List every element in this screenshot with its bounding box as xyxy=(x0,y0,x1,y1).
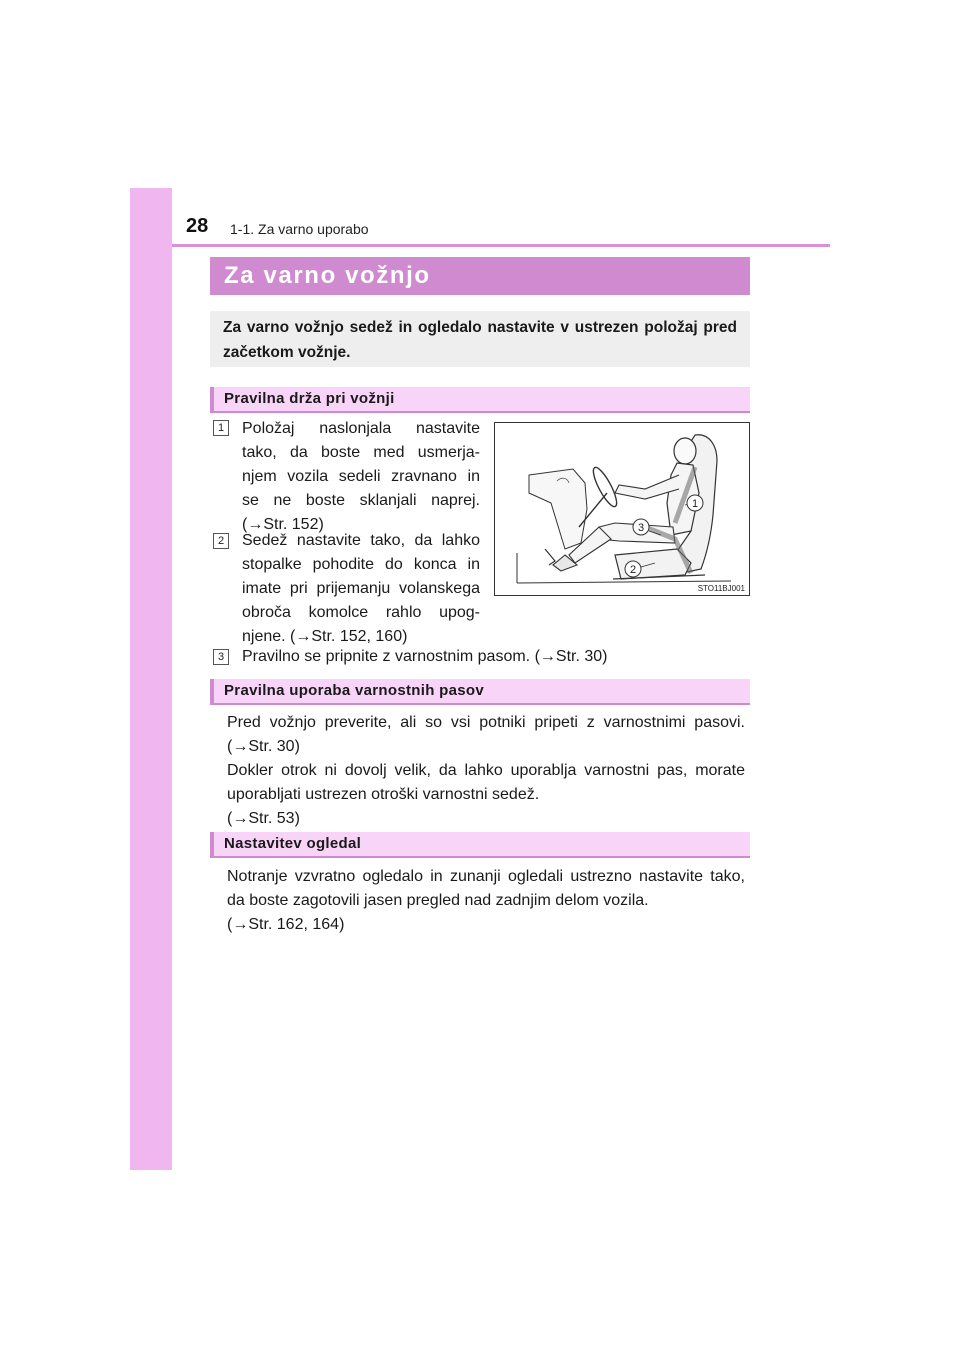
page-reference: (→Str. 162, 164) xyxy=(227,916,345,933)
seatbelt-paragraph xyxy=(227,711,745,831)
pedal xyxy=(545,549,555,565)
driving-posture-illustration xyxy=(494,422,750,596)
figure-code: STO11BJ001 xyxy=(697,584,745,593)
dashboard xyxy=(529,469,587,549)
text-line: obroča komolce rahlo upog- xyxy=(242,604,480,621)
section-header: 1-1. Za varno uporabo xyxy=(230,221,369,237)
callout-3-label: 3 xyxy=(637,522,645,534)
header-divider xyxy=(172,244,830,247)
page-title: Za varno vožnjo xyxy=(224,262,431,289)
subheading-driving-posture xyxy=(210,387,750,413)
item-number-badge: 1 xyxy=(213,420,229,436)
page-reference: (→Str. 30) xyxy=(227,738,300,755)
text-line: Pred vožnjo preverite, ali so vsi potniki pripeti z varnostnimi pasovi. xyxy=(227,714,745,731)
page-reference: (→Str. 152) xyxy=(242,516,324,533)
text-line: Položaj naslonjala nastavite xyxy=(242,420,480,437)
text-line: se ne boste sklanjali naprej. xyxy=(242,492,480,509)
page-reference: njene. (→Str. 152, 160) xyxy=(242,628,408,645)
page-number: 28 xyxy=(186,215,209,237)
text-line: Notranje vzvratno ogledalo in zunanji ogledali ustrezno nastavite tako, xyxy=(227,868,745,885)
page-reference: (→Str. 53) xyxy=(227,810,300,827)
text-line: Dokler otrok ni dovolj velik, da lahko uporablja varnostni pas, morate xyxy=(227,762,745,779)
text-line: da boste zagotovili jasen pregled nad zadnjim delom vozila. xyxy=(227,892,649,909)
posture-item-2 xyxy=(242,529,480,649)
posture-item-3 xyxy=(242,645,750,669)
item-number-badge: 2 xyxy=(213,533,229,549)
subheading-label: Pravilna uporaba varnostnih pasov xyxy=(224,682,484,699)
mirrors-paragraph xyxy=(227,865,745,937)
intro-box: Za varno vožnjo sedež in ogledalo nastavite v ustrezen položaj pred začetkom vožnje. xyxy=(210,311,750,367)
callout-2-label: 2 xyxy=(629,564,637,576)
subheading-mirrors xyxy=(210,832,750,858)
subheading-label: Pravilna drža pri vožnji xyxy=(224,390,395,407)
driver-head xyxy=(674,438,696,464)
callout-1-label: 1 xyxy=(691,498,699,510)
subheading-seatbelts xyxy=(210,679,750,705)
page-title-bar xyxy=(210,257,750,295)
text-line: stopalke pohodite do konca in xyxy=(242,556,480,573)
steering-wheel xyxy=(589,465,620,509)
posture-item-1 xyxy=(242,417,480,537)
driver-seat-drawing xyxy=(495,423,751,597)
text-line: imate pri prijemanju volanskega xyxy=(242,580,480,597)
item-number-badge: 3 xyxy=(213,649,229,665)
side-tab-strip xyxy=(130,188,172,1170)
text-line: uporabljati ustrezen otroški varnostni sedež. xyxy=(227,786,540,803)
floor-line xyxy=(517,581,731,583)
text-line: Sedež nastavite tako, da lahko xyxy=(242,532,480,549)
subheading-label: Nastavitev ogledal xyxy=(224,835,362,852)
text-line: tako, da boste med usmerja- xyxy=(242,444,480,461)
text-line: njem vozila sedeli zravnano in xyxy=(242,468,480,485)
text-line: Pravilno se pripnite z varnostnim pasom. (→Str. 30) xyxy=(242,648,608,665)
